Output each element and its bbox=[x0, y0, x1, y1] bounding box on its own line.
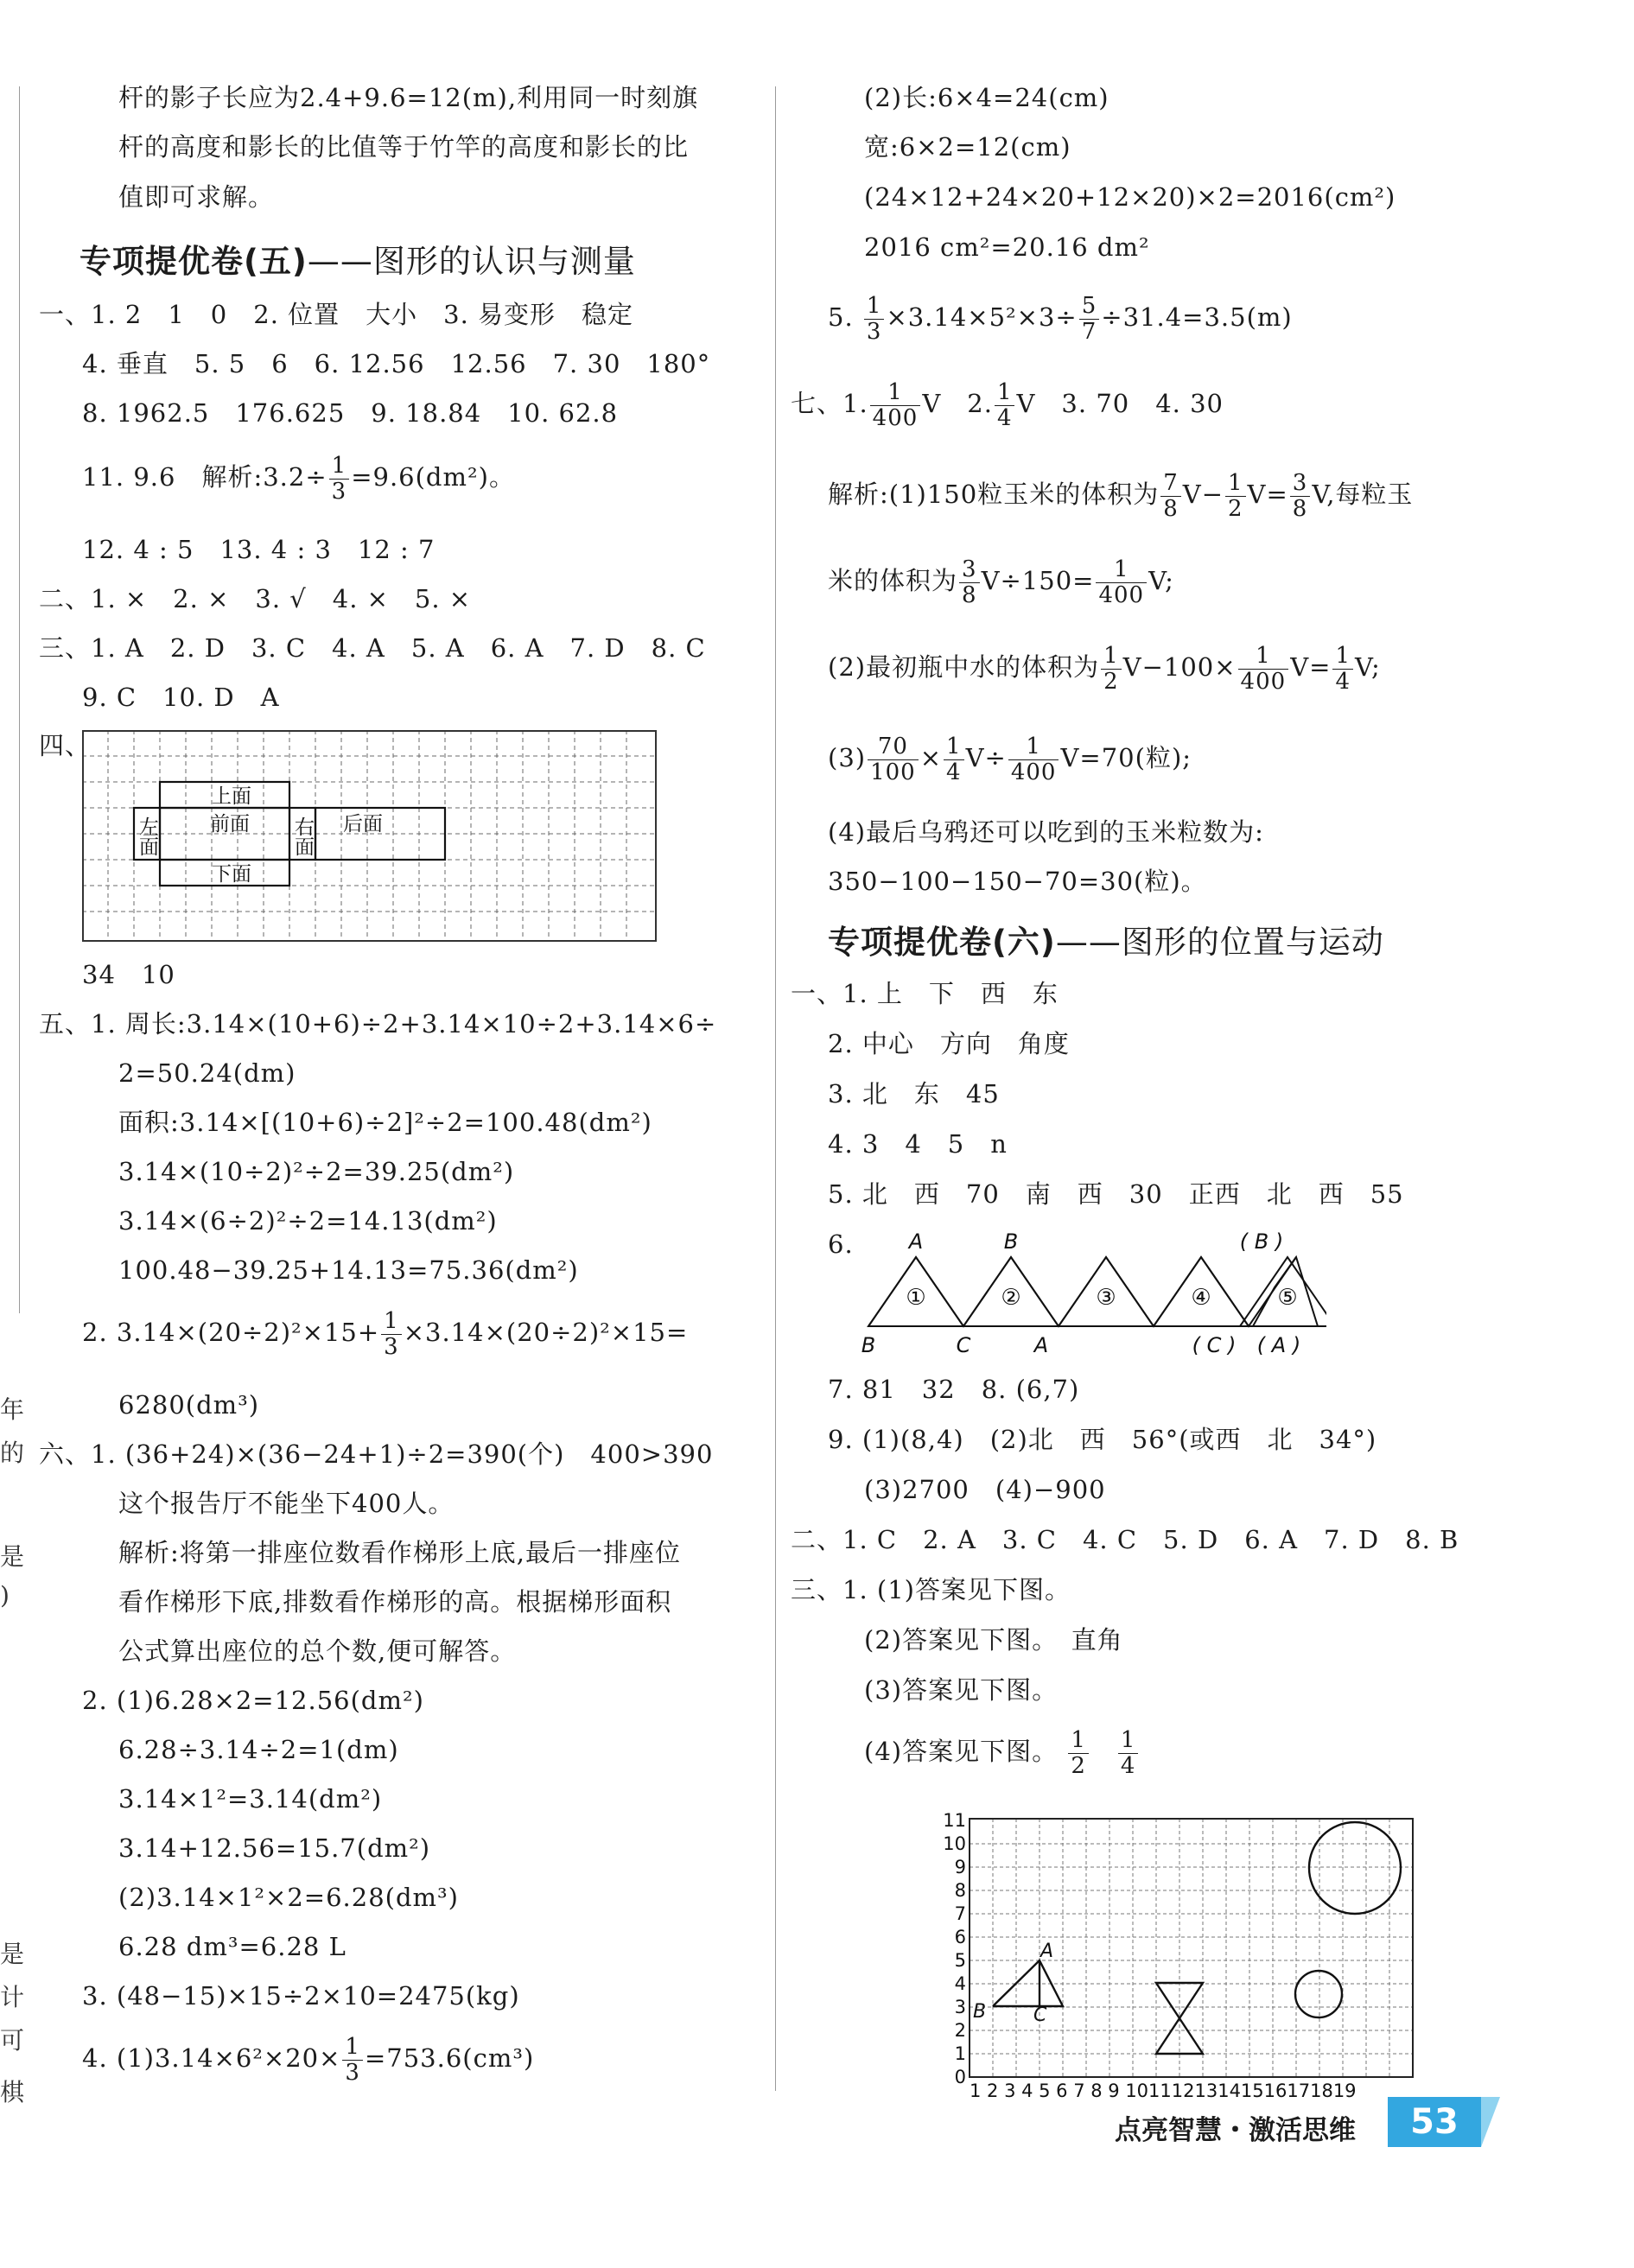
fraction: $\frac{1}{4}$ bbox=[995, 380, 1015, 430]
answer-line: 9. C 10. D A bbox=[82, 683, 280, 712]
fraction: $\frac{1}{400}$ bbox=[1238, 644, 1289, 694]
y-tick-label: 2 bbox=[954, 2020, 966, 2041]
answer-line: 6280(dm³) bbox=[118, 1390, 260, 1420]
page-number-tail bbox=[1481, 2097, 1500, 2147]
analysis-line: (4)最后乌鸦还可以吃到的玉米粒数为: bbox=[828, 817, 1264, 847]
tri-label-bottom: B bbox=[861, 1333, 876, 1357]
answer-line: (2)3.14×1²×2=6.28(dm³) bbox=[118, 1883, 459, 1912]
answer-line: 一、1. 上 下 西 东 bbox=[791, 979, 1059, 1008]
net-face-right: 右面 bbox=[291, 816, 314, 856]
fraction: $\frac{5}{7}$ bbox=[1079, 294, 1100, 344]
answer-line: 3. 北 东 45 bbox=[828, 1079, 1000, 1109]
analysis-line: (3) $\frac{70}{100}$ × $\frac{1}{4}$ V÷ $\frac{1}{400}$ V=70(粒); bbox=[828, 734, 1192, 785]
answer-line: 4. 垂直 5. 5 6 6. 12.56 12.56 7. 30 180° bbox=[82, 349, 711, 378]
answer-line: 3.14×1²=3.14(dm²) bbox=[118, 1784, 383, 1814]
footer-slogan: 点亮智慧・激活思维 bbox=[1115, 2115, 1356, 2146]
answer-line: 3.14+12.56=15.7(dm²) bbox=[118, 1833, 431, 1863]
answer-label-6: 6. bbox=[828, 1229, 854, 1259]
answer-line-q4: (4)答案见下图。 $\frac{1}{2}$ $\frac{1}{4}$ bbox=[864, 1728, 1140, 1778]
answer-line-wu2: 2. 3.14×(20÷2)²×15+ $\frac{1}{3}$ ×3.14×(20÷2)²×15= bbox=[82, 1308, 689, 1360]
answer-line: 4. 3 4 5 n bbox=[828, 1129, 1008, 1159]
fraction: $\frac{1}{4}$ bbox=[1118, 1728, 1139, 1778]
y-tick-label: 7 bbox=[954, 1903, 966, 1924]
answer-line: 一、1. 2 1 0 2. 位置 大小 3. 易变形 稳定 bbox=[39, 300, 634, 329]
answer-line: 这个报告厅不能坐下400人。 bbox=[118, 1489, 455, 1518]
tri-number: ③ bbox=[1096, 1285, 1116, 1311]
tri-label-bottom: ( C ) bbox=[1192, 1333, 1237, 1357]
edge-char: 是 bbox=[0, 1940, 25, 1968]
intro-line: 杆的高度和影长的比值等于竹竿的高度和影长的比 bbox=[118, 132, 690, 162]
fraction: $\frac{70}{100}$ bbox=[868, 734, 919, 785]
answer-line: 3.14×(6÷2)²÷2=14.13(dm²) bbox=[118, 1206, 498, 1236]
tri-label-top: ( B ) bbox=[1239, 1229, 1284, 1254]
analysis-line: 350−100−150−70=30(粒)。 bbox=[828, 867, 1207, 896]
answer-line: 100.48−39.25+14.13=75.36(dm²) bbox=[118, 1255, 579, 1285]
answer-line: 三、1. (1)答案见下图。 bbox=[791, 1575, 1071, 1604]
edge-char: 棋 bbox=[0, 2078, 25, 2106]
point-label-B: B bbox=[973, 2001, 987, 2023]
section-title-6: 专项提优卷(六)——图形的位置与运动 bbox=[828, 924, 1384, 961]
tri-number: ① bbox=[906, 1285, 926, 1311]
answer-line: 面积:3.14×[(10+6)÷2]²÷2=100.48(dm²) bbox=[118, 1108, 652, 1137]
tri-label-top: A bbox=[908, 1229, 924, 1254]
y-tick-label: 9 bbox=[954, 1857, 966, 1877]
answer-line: 二、1. C 2. A 3. C 4. C 5. D 6. A 7. D 8. B bbox=[791, 1525, 1459, 1554]
answer-line: 3. (48−15)×15÷2×10=2475(kg) bbox=[82, 1981, 520, 2011]
answer-line: (3)答案见下图。 bbox=[864, 1675, 1059, 1705]
fraction: $\frac{1}{3}$ bbox=[381, 1309, 402, 1359]
triangle-rotation-figure bbox=[855, 1223, 1326, 1361]
tri-label-bottom: ( A ) bbox=[1256, 1333, 1301, 1357]
edge-char: 是 bbox=[0, 1542, 25, 1571]
answer-line: 三、1. A 2. D 3. C 4. A 5. A 6. A 7. D 8. C bbox=[39, 633, 706, 663]
analysis-line: 公式算出座位的总个数,便可解答。 bbox=[118, 1636, 517, 1666]
answer-line: 3.14×(10÷2)²÷2=39.25(dm²) bbox=[118, 1157, 515, 1186]
y-tick-label: 3 bbox=[954, 1997, 966, 2017]
fraction: $\frac{3}{8}$ bbox=[1290, 471, 1311, 521]
analysis-line: 解析:将第一排座位数看作梯形上底,最后一排座位 bbox=[118, 1538, 681, 1567]
answer-line: 8. 1962.5 176.625 9. 18.84 10. 62.8 bbox=[82, 398, 619, 428]
net-face-front: 前面 bbox=[210, 813, 250, 835]
answer-line: 五、1. 周长:3.14×(10+6)÷2+3.14×10÷2+3.14×6÷ bbox=[39, 1009, 717, 1039]
y-tick-label: 10 bbox=[943, 1833, 966, 1854]
answer-line-liu4: 4. (1)3.14×6²×20× $\frac{1}{3}$ =753.6(cm³) bbox=[82, 2034, 535, 2086]
fraction: $\frac{7}{8}$ bbox=[1160, 471, 1181, 521]
fraction: $\frac{1}{400}$ bbox=[870, 380, 921, 430]
fraction: $\frac{1}{2}$ bbox=[1225, 471, 1246, 521]
answer-line: 宽:6×2=12(cm) bbox=[864, 132, 1071, 162]
analysis-line: 看作梯形下底,排数看作梯形的高。根据梯形面积 bbox=[118, 1587, 672, 1617]
analysis-line: 米的体积为 $\frac{3}{8}$ V÷150= $\frac{1}{400}$ V; bbox=[828, 556, 1174, 608]
answer-line: 6.28÷3.14÷2=1(dm) bbox=[118, 1735, 399, 1764]
edge-char: 可 bbox=[0, 2026, 25, 2055]
answer-line: 9. (1)(8,4) (2)北 西 56°(或西 北 34°) bbox=[828, 1425, 1377, 1454]
fraction: $\frac{1}{4}$ bbox=[1332, 644, 1353, 694]
fraction: $\frac{1}{3}$ bbox=[329, 454, 350, 504]
edge-char: 计 bbox=[0, 1983, 25, 2011]
net-answer: 34 10 bbox=[82, 960, 175, 989]
answer-line: 5. 北 西 70 南 西 30 正西 北 西 55 bbox=[828, 1179, 1404, 1209]
answer-line: 六、1. (36+24)×(36−24+1)÷2=390(个) 400>390 bbox=[39, 1439, 714, 1469]
fraction: $\frac{1}{3}$ bbox=[342, 2035, 363, 2085]
x-axis-ticks: 1 2 3 4 5 6 7 8 9 10111213141516171819 bbox=[970, 2081, 1357, 2101]
tri-label-bottom: A bbox=[1033, 1333, 1049, 1357]
answer-line: (2)答案见下图。 直角 bbox=[864, 1625, 1123, 1655]
y-tick-label: 1 bbox=[954, 2043, 966, 2064]
answer-line: 2. (1)6.28×2=12.56(dm²) bbox=[82, 1686, 424, 1715]
answer-line: 7. 81 32 8. (6,7) bbox=[828, 1375, 1080, 1404]
net-face-top: 上面 bbox=[212, 785, 251, 808]
column-divider bbox=[775, 86, 776, 2091]
tri-number: ⑤ bbox=[1277, 1285, 1298, 1311]
y-tick-label: 6 bbox=[954, 1927, 966, 1947]
y-tick-label: 8 bbox=[954, 1880, 966, 1901]
fraction: $\frac{1}{2}$ bbox=[1068, 1728, 1089, 1778]
tri-label-top: B bbox=[1003, 1229, 1019, 1254]
answer-line-qi: 七、1. $\frac{1}{400}$ V 2. $\frac{1}{4}$ V 3. 70 4. 30 bbox=[791, 379, 1224, 431]
answer-line: (24×12+24×20+12×20)×2=2016(cm²) bbox=[864, 182, 1396, 212]
tri-number: ④ bbox=[1191, 1285, 1211, 1311]
edge-char: 的 bbox=[0, 1439, 25, 1467]
point-label-A: A bbox=[1040, 1941, 1054, 1962]
net-label: 四、 bbox=[39, 731, 92, 760]
answer-line-11: 11. 9.6 解析:3.2÷ $\frac{1}{3}$ =9.6(dm²)。 bbox=[82, 453, 515, 505]
answer-line: 12. 4 : 5 13. 4 : 3 12 : 7 bbox=[82, 535, 436, 564]
answer-line: (3)2700 (4)−900 bbox=[864, 1475, 1106, 1504]
answer-line: 2. 中心 方向 角度 bbox=[828, 1029, 1070, 1058]
answer-line: 二、1. × 2. × 3. √ 4. × 5. × bbox=[39, 584, 472, 613]
answer-line-q5: 5. $\frac{1}{3}$ ×3.14×5²×3÷ $\frac{5}{7}$ ÷31.4=3.5(m) bbox=[828, 293, 1293, 345]
fraction: $\frac{1}{4}$ bbox=[944, 734, 964, 785]
section-title-5: 专项提优卷(五)——图形的认识与测量 bbox=[79, 243, 636, 280]
answer-line: 2016 cm²=20.16 dm² bbox=[864, 232, 1150, 262]
edge-char: ) bbox=[0, 1581, 10, 1610]
fraction: $\frac{1}{2}$ bbox=[1101, 644, 1122, 694]
net-face-left: 左面 bbox=[136, 816, 158, 856]
answer-line: (2)长:6×4=24(cm) bbox=[864, 83, 1109, 112]
fraction: $\frac{1}{400}$ bbox=[1096, 557, 1147, 607]
page-number: 53 bbox=[1388, 2097, 1481, 2147]
intro-line: 值即可求解。 bbox=[118, 182, 275, 212]
answer-line: 2=50.24(dm) bbox=[118, 1058, 296, 1088]
tri-number: ② bbox=[1001, 1285, 1021, 1311]
analysis-line: 解析:(1)150粒玉米的体积为 $\frac{7}{8}$ V− $\frac{1}{2}$ V= $\frac{3}{8}$ V,每粒玉 bbox=[828, 470, 1414, 522]
tri-label-bottom: C bbox=[956, 1333, 971, 1357]
left-margin-rule bbox=[19, 86, 20, 1313]
fraction: $\frac{1}{3}$ bbox=[864, 294, 885, 344]
fraction: $\frac{1}{400}$ bbox=[1008, 734, 1059, 785]
y-tick-label: 4 bbox=[954, 1973, 966, 1994]
y-tick-label: 5 bbox=[954, 1950, 966, 1971]
point-label-C: C bbox=[1033, 2004, 1047, 2026]
cuboid-net-grid bbox=[82, 730, 657, 942]
intro-line: 杆的影子长应为2.4+9.6=12(m),利用同一时刻旗 bbox=[118, 83, 699, 112]
analysis-line: (2)最初瓶中水的体积为 $\frac{1}{2}$ V−100× $\frac{1}{400}$ V= $\frac{1}{4}$ V; bbox=[828, 643, 1381, 695]
net-face-bottom: 下面 bbox=[212, 863, 251, 886]
answer-line: 6.28 dm³=6.28 L bbox=[118, 1932, 347, 1961]
net-face-back: 后面 bbox=[343, 813, 383, 835]
coordinate-grid-figure bbox=[933, 1810, 1417, 2104]
edge-char: 年 bbox=[0, 1395, 25, 1424]
y-tick-label: 11 bbox=[943, 1810, 966, 1831]
fraction: $\frac{3}{8}$ bbox=[959, 557, 980, 607]
y-tick-label: 0 bbox=[954, 2067, 966, 2087]
